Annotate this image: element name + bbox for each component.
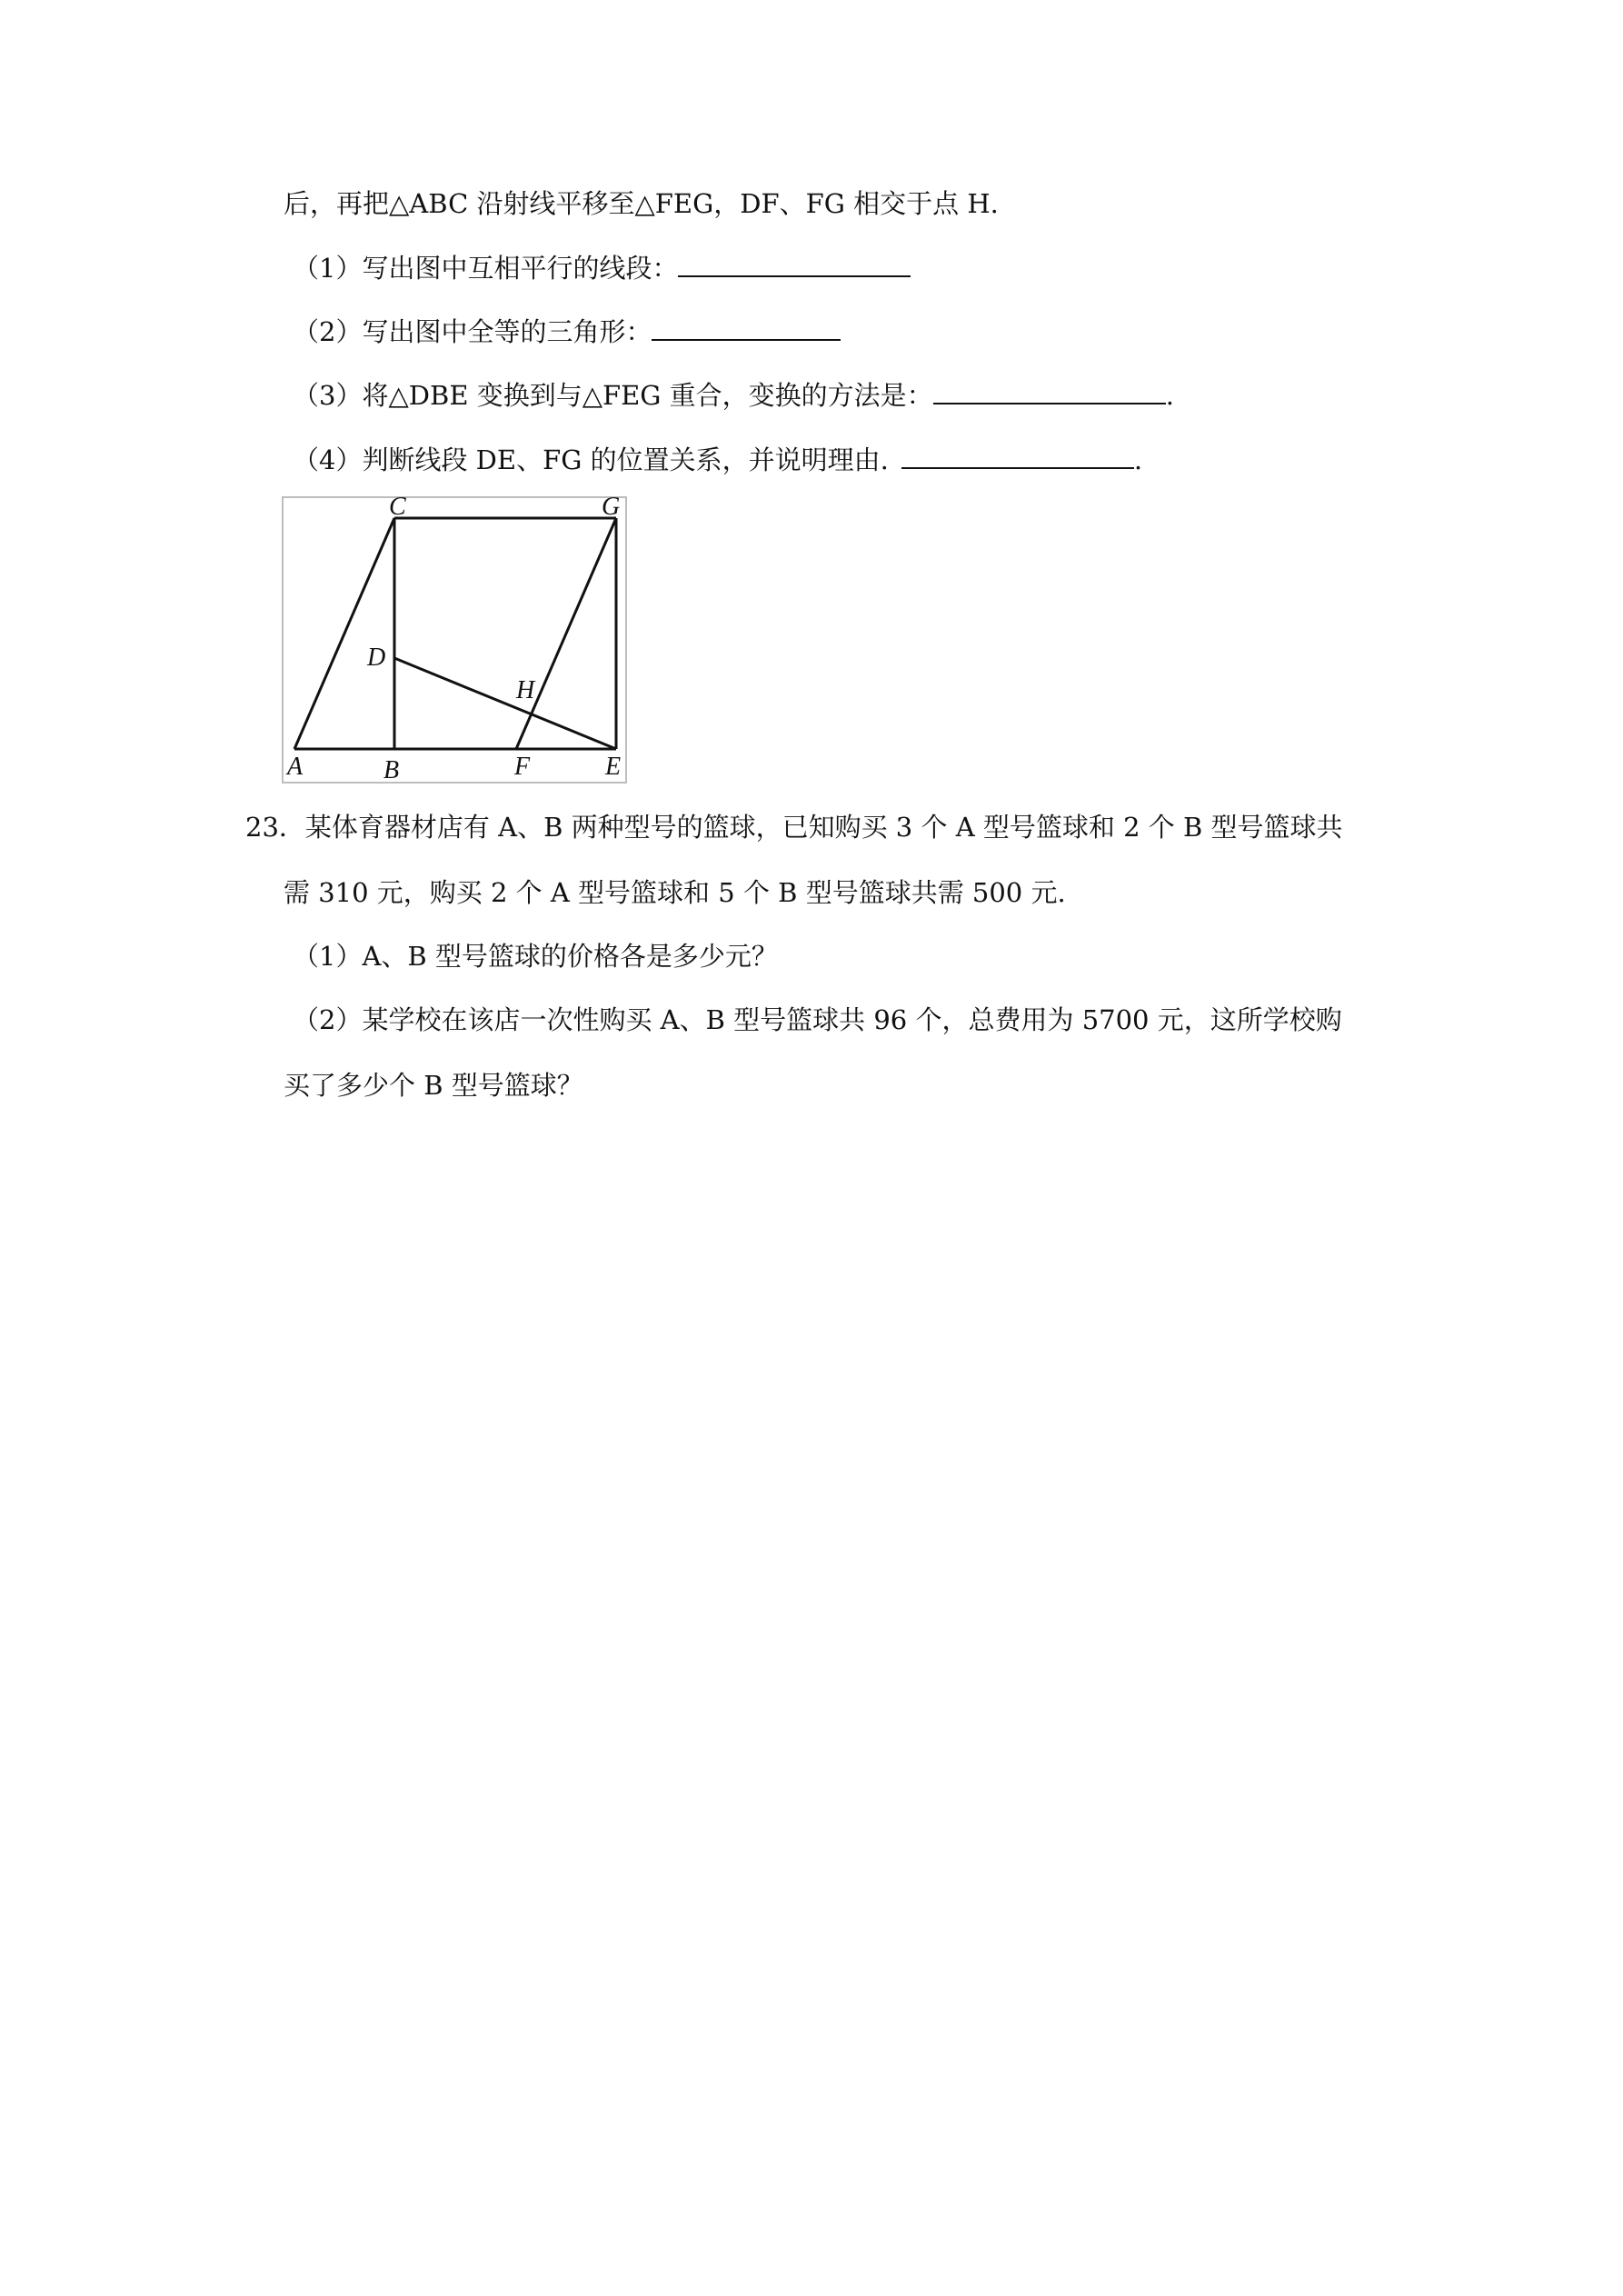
geometry-figure (282, 496, 627, 784)
q23-stem-line1: 23．某体育器材店有 A、B 两种型号的篮球，已知购买 3 个 A 型号篮球和 2 个 B 型号篮球共 (245, 812, 1343, 843)
q22-part4-end: . (1133, 444, 1143, 475)
q22-part3 (293, 377, 1174, 414)
q22-part2-text: （2）写出图中全等的三角形： (293, 316, 652, 347)
q22-part3-blank[interactable] (933, 379, 1166, 404)
figure-frame (283, 497, 626, 783)
label-b: B (383, 756, 400, 784)
q22-part3-end: . (1165, 380, 1174, 411)
q22-part4-blank[interactable] (901, 444, 1134, 469)
q22-part1 (293, 250, 911, 286)
q23-part2-line1: （2）某学校在该店一次性购买 A、B 型号篮球共 96 个，总费用为 5700 元，这所学校购 (293, 1004, 1342, 1035)
q22-part2 (293, 314, 841, 350)
q22-part1-text: （1）写出图中互相平行的线段： (293, 253, 679, 284)
label-c: C (389, 496, 406, 521)
q23-part1: （1）A、B 型号篮球的价格各是多少元？ (293, 941, 778, 972)
q23-part2-line2: 买了多少个 B 型号篮球？ (284, 1070, 583, 1101)
q22-intro: 后，再把△ABC 沿射线平移至△FEG，DF、FG 相交于点 H. (284, 188, 999, 219)
q22-part4-text: （4）判断线段 DE、FG 的位置关系，并说明理由. (293, 444, 889, 475)
q22-part2-blank[interactable] (652, 315, 841, 341)
q22-part3-text: （3）将△DBE 变换到与△FEG 重合，变换的方法是： (293, 380, 933, 411)
label-d: D (367, 644, 386, 672)
label-a: A (287, 753, 304, 781)
label-h: H (516, 676, 535, 704)
segment-de (394, 658, 616, 749)
q23-stem-line2: 需 310 元，购买 2 个 A 型号篮球和 5 个 B 型号篮球共需 500 元. (284, 877, 1066, 908)
label-e: E (605, 753, 622, 781)
label-f: F (514, 753, 531, 781)
label-g: G (602, 496, 621, 521)
q22-part4 (293, 442, 1142, 478)
q22-part1-blank[interactable] (678, 252, 911, 277)
segment-ac (294, 518, 394, 749)
